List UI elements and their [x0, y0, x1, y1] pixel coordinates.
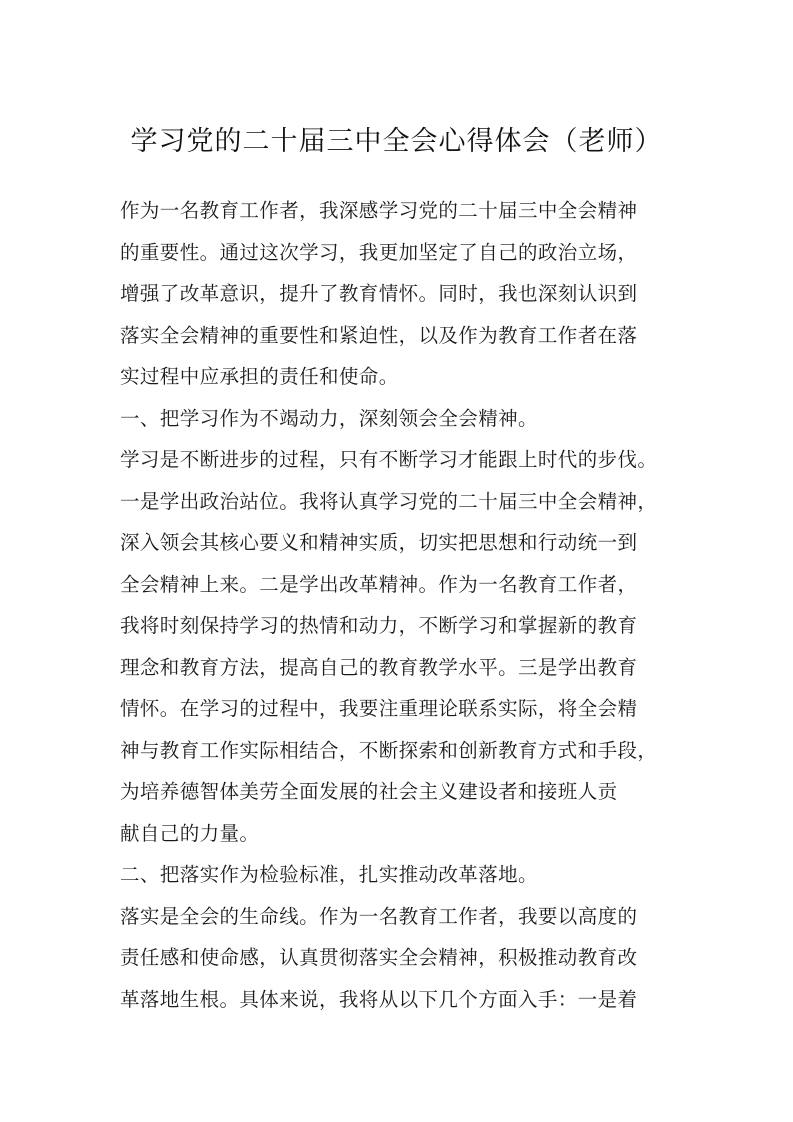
body-line: 增强了改革意识，提升了教育情怀。同时，我也深刻认识到: [120, 282, 638, 305]
body-line: 落实全会精神的重要性和紧迫性，以及作为教育工作者在落: [120, 323, 638, 347]
document-body: [120, 190, 680, 1020]
body-line: 革落地生根。具体来说，我将从以下几个方面入手：一是着: [120, 987, 638, 1011]
body-line: 献自己的力量。: [120, 821, 260, 845]
body-line: 落实是全会的生命线。作为一名教育工作者，我要以高度的: [120, 904, 638, 928]
body-line: 责任感和使命感，认真贯彻落实全会精神，积极推动教育改: [120, 946, 638, 969]
body-line: 理念和教育方法，提高自己的教育教学水平。三是学出教育: [120, 655, 638, 679]
document-title: 学习党的二十届三中全会心得体会（老师）: [130, 126, 663, 157]
body-line: 我将时刻保持学习的热情和动力，不断学习和掌握新的教育: [120, 614, 638, 637]
body-line: 作为一名教育工作者，我深感学习党的二十届三中全会精神: [120, 199, 638, 222]
body-line: 情怀。在学习的过程中，我要注重理论联系实际，将全会精: [120, 697, 638, 720]
body-line: 深入领会其核心要义和精神实质，切实把思想和行动统一到: [120, 531, 638, 554]
body-line: 的重要性。通过这次学习，我更加坚定了自己的政治立场，: [120, 240, 638, 264]
body-line: 全会精神上来。二是学出改革精神。作为一名教育工作者，: [120, 572, 638, 596]
body-line: 神与教育工作实际相结合，不断探索和创新教育方式和手段，: [120, 738, 658, 762]
body-line: 学习是不断进步的过程，只有不断学习才能跟上时代的步伐。: [120, 448, 658, 471]
body-line: 一是学出政治站位。我将认真学习党的二十届三中全会精神，: [120, 489, 658, 513]
body-line: 实过程中应承担的责任和使命。: [120, 365, 399, 388]
body-line: 为培养德智体美劳全面发展的社会主义建设者和接班人贡: [120, 780, 618, 803]
section-heading-1: 一、把学习作为不竭动力，深刻领会全会精神。: [120, 406, 538, 430]
section-heading-2: 二、把落实作为检验标准，扎实推动改革落地。: [120, 863, 538, 886]
